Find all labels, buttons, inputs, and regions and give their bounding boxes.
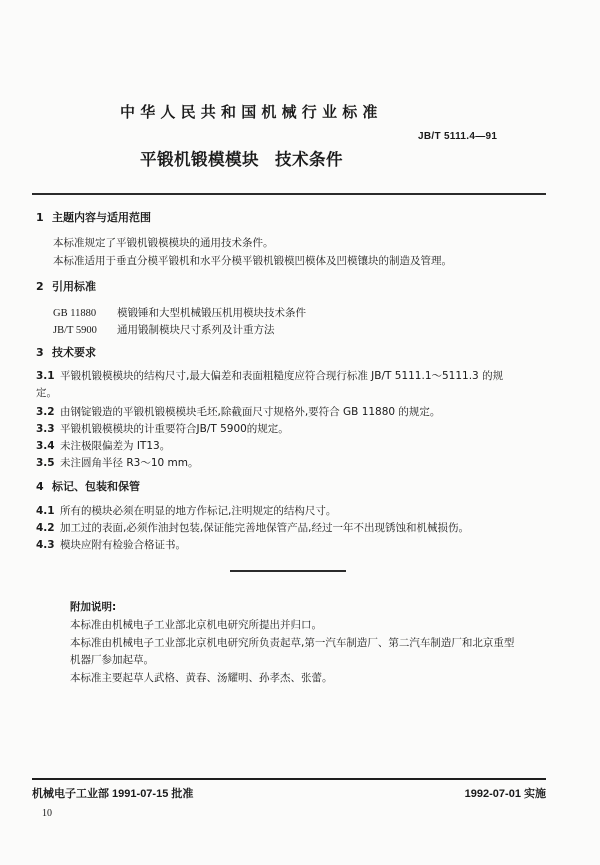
clause-number: 3.1 xyxy=(36,370,55,382)
additional-note-line: 本标准由机械电子工业部北京机电研究所提出并归口。 xyxy=(70,619,322,631)
clause-number: 4.2 xyxy=(36,522,55,534)
section-title: 技术要求 xyxy=(52,346,96,359)
clause-number: 4.1 xyxy=(36,505,55,517)
reference-title: 模锻锤和大型机械锻压机用模块技术条件 xyxy=(117,307,306,319)
reference-code: JB/T 5900 xyxy=(53,325,97,336)
implementation-info: 1992-07-01 实施 xyxy=(464,788,546,800)
reference-item xyxy=(53,305,306,320)
section-2-heading xyxy=(36,278,96,294)
section-title: 标记、包装和保管 xyxy=(52,480,140,493)
standard-code: JB/T 5111.4—91 xyxy=(418,131,498,142)
page-number: 10 xyxy=(42,808,52,819)
clause-text: 平锻机锻模模块的计重要符合JB/T 5900的规定。 xyxy=(60,423,289,435)
section-1-heading xyxy=(36,209,151,225)
clause-3-4 xyxy=(36,438,170,453)
paragraph: 本标准适用于垂直分模平锻机和水平分模平锻机锻模凹模体及凹模镶块的制造及管理。 xyxy=(53,255,452,267)
reference-title: 通用锻制模块尺寸系列及计重方法 xyxy=(117,324,275,336)
clause-text: 平锻机锻模模块的结构尺寸,最大偏差和表面粗糙度应符合现行标准 JB/T 5111.1～5111.3 的规 xyxy=(60,370,504,382)
additional-notes-heading: 附加说明: xyxy=(70,601,117,613)
clause-3-5 xyxy=(36,455,198,470)
clause-3-3 xyxy=(36,421,289,436)
clause-3-1 xyxy=(36,368,503,383)
footer-divider xyxy=(32,778,546,780)
clause-4-1 xyxy=(36,503,336,518)
section-divider xyxy=(230,570,346,572)
document-title-part1: 平锻机锻模模块 xyxy=(140,150,259,169)
document-title-part2: 技术条件 xyxy=(275,150,343,169)
reference-code: GB 11880 xyxy=(53,308,97,319)
section-3-heading xyxy=(36,344,96,360)
paragraph: 本标准规定了平锻机锻模模块的通用技术条件。 xyxy=(53,237,274,249)
section-title: 引用标准 xyxy=(52,280,96,293)
approval-info: 机械电子工业部 1991-07-15 批准 xyxy=(32,788,194,800)
additional-note-line: 本标准由机械电子工业部北京机电研究所负责起草,第一汽车制造厂、第二汽车制造厂和北京重型 xyxy=(70,637,515,649)
section-title: 主题内容与适用范围 xyxy=(52,211,151,224)
clause-4-3 xyxy=(36,537,186,552)
clause-text: 所有的模块必须在明显的地方作标记,注明规定的结构尺寸。 xyxy=(60,505,337,517)
section-number: 4 xyxy=(36,480,44,493)
section-4-heading xyxy=(36,478,140,494)
clause-text: 加工过的表面,必须作油封包装,保证能完善地保管产品,经过一年不出现锈蚀和机械损伤。 xyxy=(60,522,470,534)
section-number: 2 xyxy=(36,280,44,293)
clause-text: 模块应附有检验合格证书。 xyxy=(60,539,186,551)
section-number: 1 xyxy=(36,211,44,224)
additional-note-line: 本标准主要起草人武格、黄春、汤耀明、孙孝杰、张蕾。 xyxy=(70,672,333,684)
section-number: 3 xyxy=(36,346,44,359)
additional-note-line: 机器厂参加起草。 xyxy=(70,654,154,666)
reference-item xyxy=(53,322,275,337)
clause-number: 3.5 xyxy=(36,457,55,469)
clause-number: 4.3 xyxy=(36,539,55,551)
header-divider xyxy=(32,193,546,195)
clause-number: 3.3 xyxy=(36,423,55,435)
clause-3-1-continuation: 定。 xyxy=(36,387,57,399)
clause-number: 3.2 xyxy=(36,406,55,418)
organization-title: 中华人民共和国机械行业标准 xyxy=(120,103,383,121)
clause-4-2 xyxy=(36,520,469,535)
clause-text: 由钢锭锻造的平锻机锻模模块毛坯,除截面尺寸规格外,要符合 GB 11880 的规定。 xyxy=(60,406,441,418)
clause-number: 3.4 xyxy=(36,440,55,452)
clause-3-2 xyxy=(36,404,440,419)
clause-text: 未注圆角半径 R3～10 mm。 xyxy=(60,457,199,469)
clause-text: 未注极限偏差为 IT13。 xyxy=(60,440,171,452)
document-title xyxy=(140,146,343,170)
